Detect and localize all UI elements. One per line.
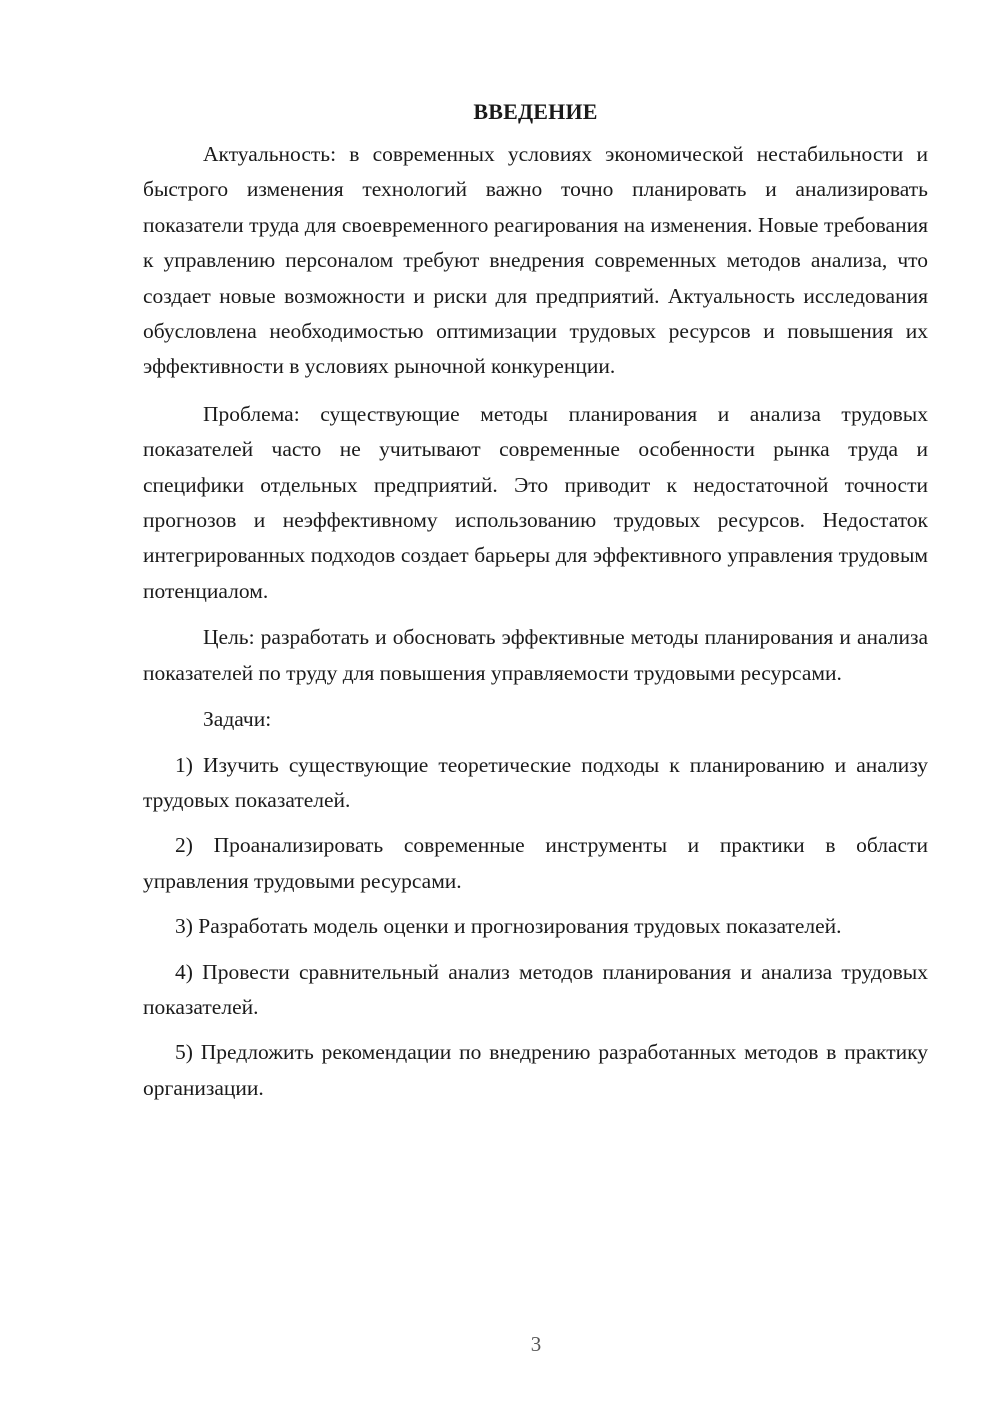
list-item: 3) Разработать модель оценки и прогнозирования трудовых показателей.: [175, 914, 842, 939]
tasks-list: [143, 748, 928, 1107]
document-title: ВВЕДЕНИЕ: [473, 99, 598, 124]
list-item: 1) Изучить существующие теоретические подходы к планированию и анализу трудовых показателей.: [143, 752, 928, 812]
list-item: 4) Провести сравнительный анализ методов планирования и анализа трудовых показателей.: [143, 959, 928, 1019]
paragraph-relevance: Актуальность: в современных условиях экономической нестабильности и быстрого изменения технологий важно точно планировать и анализировать показатели труда для своевременного реагирования на изменения. Новые требования к управлению персоналом требуют внедрения современных методов анализа, что создает новые возможности и риски для предприятий. Актуальность исследования обусловлена необходимостью оптимизации трудовых ресурсов и повышения их эффективности в условиях рыночной конкуренции.: [143, 142, 928, 379]
paragraph-goal: Цель: разработать и обосновать эффективные методы планирования и анализа показателей по труду для повышения управляемости трудовыми ресурсами.: [143, 625, 928, 685]
paragraph-problem: Проблема: существующие методы планирования и анализа трудовых показателей часто не учитывают современные особенности рынка труда и специфики отдельных предприятий. Это приводит к недостаточной точности прогнозов и неэффективному использованию трудовых ресурсов. Недостаток интегрированных подходов создает барьеры для эффективного управления трудовым потенциалом.: [143, 401, 928, 603]
tasks-label: Задачи:: [203, 707, 272, 732]
list-item: 5) Предложить рекомендации по внедрению разработанных методов в практику организации.: [143, 1040, 928, 1100]
list-item: 2) Проанализировать современные инструменты и практики в области управления трудовыми ресурсами.: [143, 833, 928, 893]
document-page: [143, 94, 928, 1106]
page-number: 3: [530, 1332, 542, 1356]
